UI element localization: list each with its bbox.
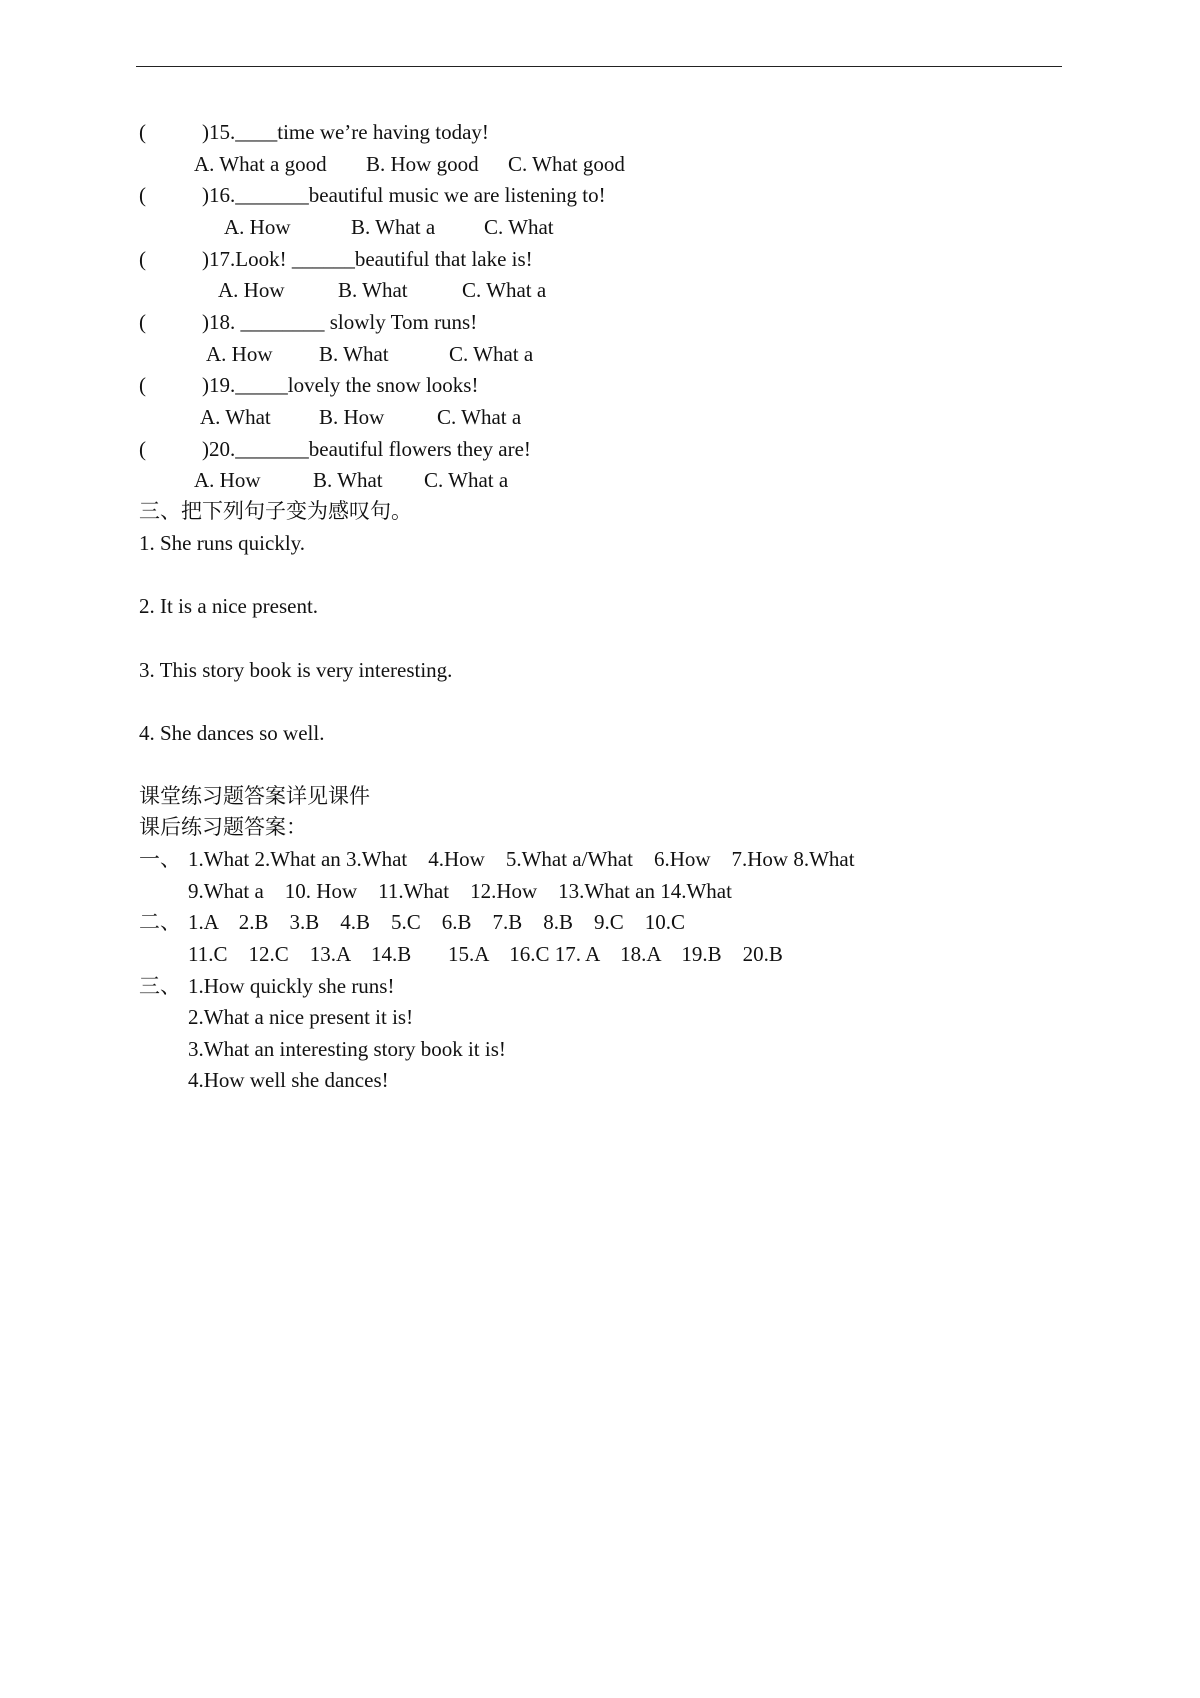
option-c: C. What a [462, 278, 547, 302]
answer-line: 11.C 12.C 13.A 14.B 15.A 16.C 17. A 18.A 19.B 20.B [188, 942, 783, 966]
option-a: A. What [200, 405, 271, 429]
answer-paren: ( [139, 120, 146, 144]
option-a: A. What a good [194, 152, 327, 176]
homework-answer-title: 课后练习题答案： [139, 815, 307, 839]
answer-line: 9.What a 10. How 11.What 12.How 13.What an 14.What [188, 879, 732, 903]
exercise-sentence: 3. This story book is very interesting. [139, 658, 453, 682]
header-rule [136, 66, 1062, 67]
option-b: B. What [319, 342, 389, 366]
question-stem: )16._______beautiful music we are listening to! [202, 183, 606, 207]
answer-line: 1.A 2.B 3.B 4.B 5.C 6.B 7.B 8.B 9.C 10.C [188, 910, 686, 934]
option-c: C. What a [437, 405, 522, 429]
option-c: C. What a [424, 468, 509, 492]
answer-line: 1.How quickly she runs! [188, 974, 395, 998]
answer-line: 1.What 2.What an 3.What 4.How 5.What a/What 6.How 7.How 8.What [188, 847, 855, 871]
question-stem: )15.____time we’re having today! [202, 120, 489, 144]
section-heading: 三、把下列句子变为感叹句。 [139, 499, 412, 523]
exercise-sentence: 4. She dances so well. [139, 721, 325, 745]
answer-paren: ( [139, 183, 146, 207]
option-b: B. How good [366, 152, 479, 176]
option-b: B. What [313, 468, 383, 492]
answer-part-label: 二、 [139, 910, 181, 934]
option-b: B. What a [351, 215, 436, 239]
answer-paren: ( [139, 437, 146, 461]
question-stem: )17.Look! ______beautiful that lake is! [202, 247, 533, 271]
answer-line: 2.What a nice present it is! [188, 1005, 414, 1029]
option-c: C. What good [508, 152, 625, 176]
answer-paren: ( [139, 247, 146, 271]
answer-paren: ( [139, 310, 146, 334]
option-a: A. How [224, 215, 291, 239]
answer-line: 4.How well she dances! [188, 1068, 389, 1092]
exercise-sentence: 1. She runs quickly. [139, 531, 306, 555]
option-c: C. What a [449, 342, 534, 366]
classwork-answer-note: 课堂练习题答案详见课件 [139, 784, 370, 808]
question-stem: )18. ________ slowly Tom runs! [202, 310, 478, 334]
exercise-sentence: 2. It is a nice present. [139, 594, 319, 618]
answer-paren: ( [139, 373, 146, 397]
option-a: A. How [218, 278, 285, 302]
question-stem: )20._______beautiful flowers they are! [202, 437, 531, 461]
answer-part-label: 三、 [139, 974, 181, 998]
option-a: A. How [194, 468, 261, 492]
option-a: A. How [206, 342, 273, 366]
option-b: B. How [319, 405, 385, 429]
question-stem: )19._____lovely the snow looks! [202, 373, 479, 397]
option-c: C. What [484, 215, 554, 239]
answer-part-label: 一、 [139, 847, 181, 871]
answer-line: 3.What an interesting story book it is! [188, 1037, 506, 1061]
option-b: B. What [338, 278, 408, 302]
